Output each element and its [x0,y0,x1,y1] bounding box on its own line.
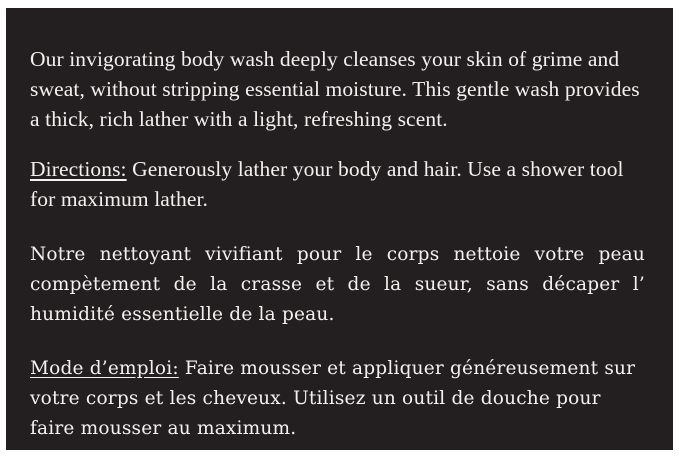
french-directions [30,354,645,444]
english-directions-text: Generously lather your body and hair. Use a shower tool for maximum lather. [30,157,624,211]
english-directions [30,154,645,214]
french-description: Notre nettoyant vivifiant pour le corps nettoie votre peau compètement de la crasse et de la sueur, sans décaper l’ humidité essentielle de la peau. [30,244,645,325]
french-directions-label: Mode d’emploi: [30,358,179,379]
english-directions-label: Directions: [30,157,127,181]
label-panel [6,8,673,450]
french-directions-text: Faire mousser et appliquer généreusement sur votre corps et les cheveux. Utilisez un outil de douche pour faire mousser au maximum. [30,358,636,439]
english-description: Our invigorating body wash deeply cleanses your skin of grime and sweat, without stripping essential moisture. This gentle wash provides a thick, rich lather with a light, refreshing scent. [30,47,640,131]
